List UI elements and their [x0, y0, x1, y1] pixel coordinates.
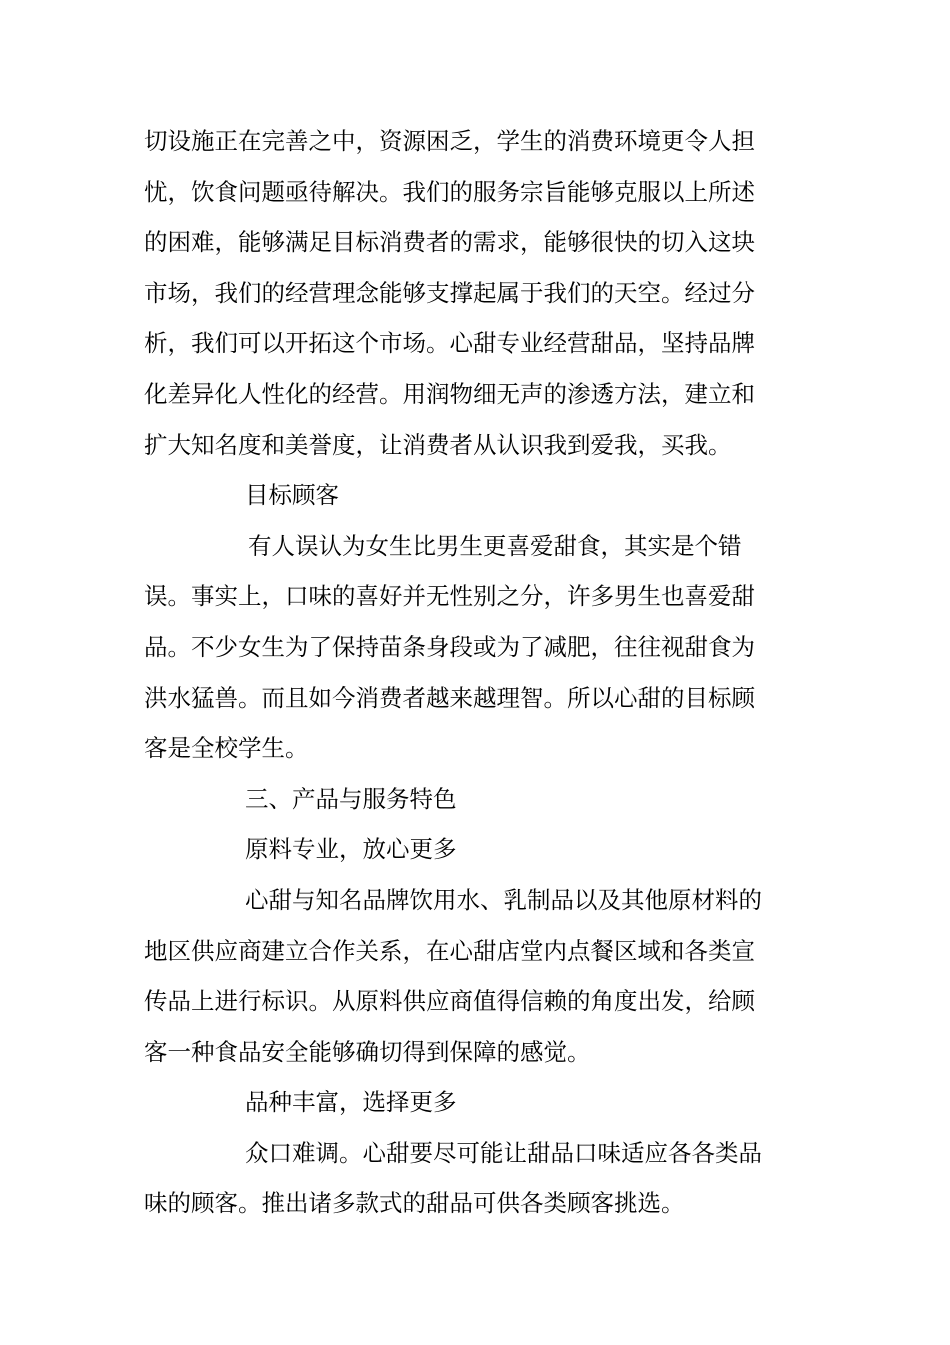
paragraph-line: 客是全校学生。 — [144, 734, 309, 763]
paragraph-line: 有人误认为女生比男生更喜爱甜食，其实是个错 — [248, 531, 742, 560]
paragraph-line: 传品上进行标识。从原料供应商值得信赖的角度出发，给顾 — [144, 987, 755, 1016]
section-heading: 三、产品与服务特色 — [245, 784, 457, 813]
paragraph-line: 误。事实上，口味的喜好并无性别之分，许多男生也喜爱甜 — [144, 582, 755, 611]
paragraph-line: 洪水猛兽。而且如今消费者越来越理智。所以心甜的目标顾 — [144, 683, 755, 712]
paragraph-line: 众口难调。心甜要尽可能让甜品口味适应各各类品 — [245, 1138, 762, 1167]
paragraph-line: 切设施正在完善之中，资源困乏，学生的消费环境更令人担 — [144, 127, 755, 155]
paragraph-line: 市场，我们的经营理念能够支撑起属于我们的天空。经过分 — [144, 278, 755, 307]
section-heading: 目标顾客 — [245, 481, 339, 510]
paragraph-line: 忧，饮食问题亟待解决。我们的服务宗旨能够克服以上所述 — [144, 177, 755, 206]
paragraph-line: 味的顾客。推出诸多款式的甜品可供各类顾客挑选。 — [144, 1189, 685, 1218]
paragraph-line: 地区供应商建立合作关系，在心甜店堂内点餐区域和各类宣 — [144, 936, 755, 965]
paragraph-line: 品。不少女生为了保持苗条身段或为了减肥，往往视甜食为 — [144, 632, 755, 661]
body-text — [144, 116, 762, 1229]
paragraph-line: 析，我们可以开拓这个市场。心甜专业经营甜品，坚持品牌 — [144, 329, 755, 358]
paragraph-line: 的困难，能够满足目标消费者的需求，能够很快的切入这块 — [144, 228, 755, 257]
paragraph-line: 客一种食品安全能够确切得到保障的感觉。 — [144, 1037, 591, 1066]
section-subheading: 品种丰富，选择更多 — [245, 1088, 457, 1117]
section-subheading: 原料专业，放心更多 — [245, 835, 457, 864]
paragraph-line: 化差异化人性化的经营。用润物细无声的渗透方法，建立和 — [144, 379, 755, 408]
paragraph-line: 扩大知名度和美誉度，让消费者从认识我到爱我，买我。 — [144, 430, 732, 459]
paragraph-line: 心甜与知名品牌饮用水、乳制品以及其他原材料的 — [245, 885, 762, 914]
